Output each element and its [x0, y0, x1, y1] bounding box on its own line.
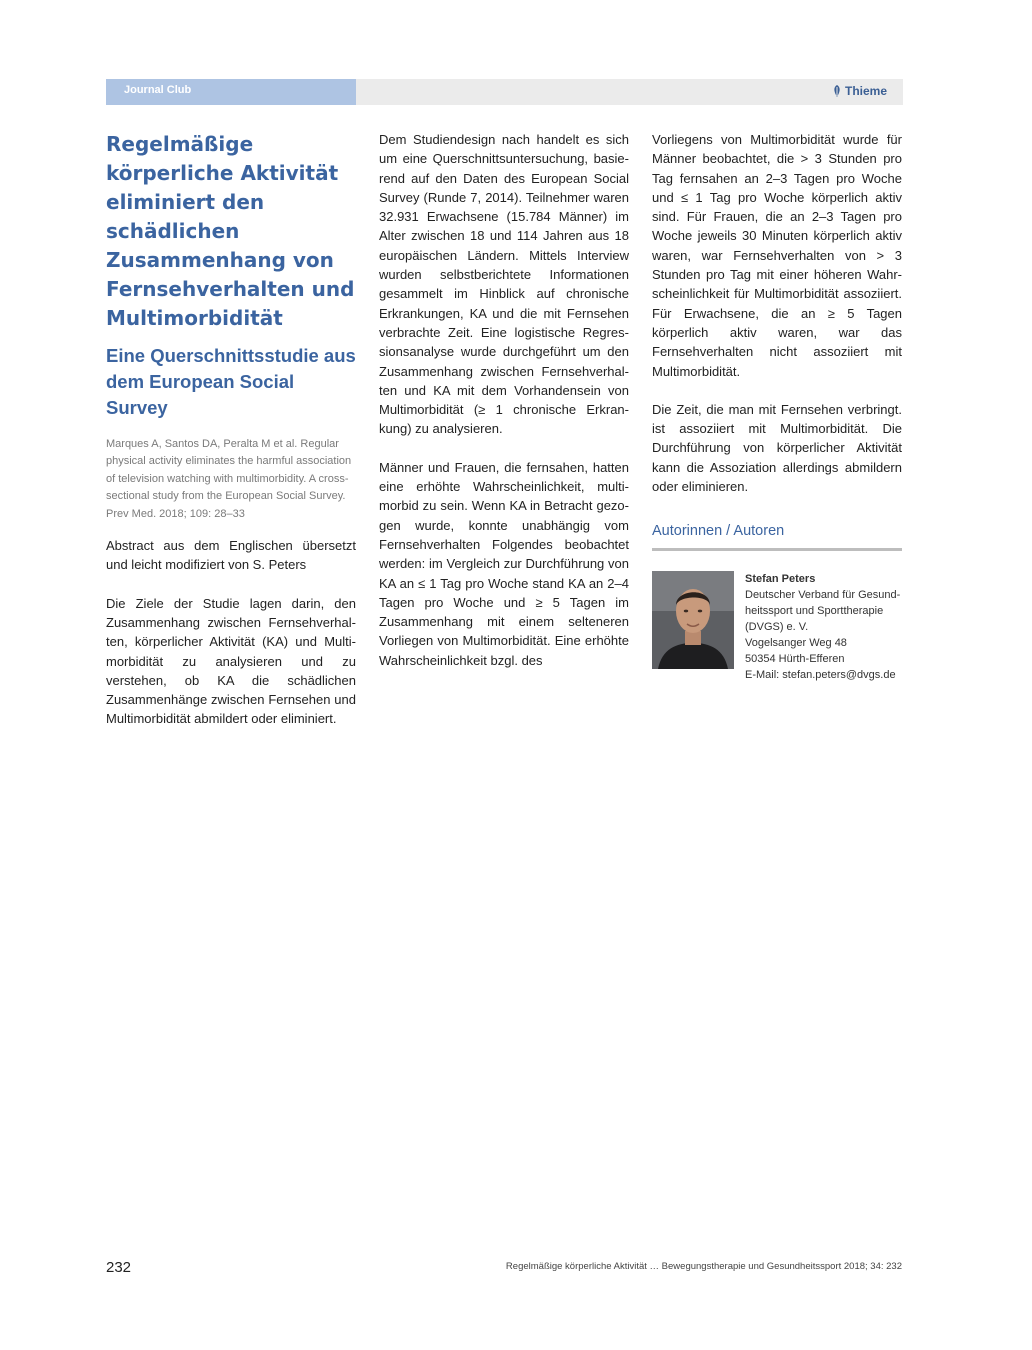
footer-reference: Regelmäßige körperliche Aktivität … Bewegungstherapie und Gesundheitssport 2018; 34: 232: [505, 1261, 902, 1272]
author-photo: [652, 571, 734, 669]
paragraph-results: Männer und Frauen, die fernsahen, hatten eine erhöhte Wahrscheinlichkeit, multimorbid zu sein. Wenn KA in Betracht gezogen wurde, konnte unabhängig vom Fernsehverhalten Folgendes beobachtet werden: im Vergleich zur Durchführung von KA an ≤ 1 Tag pro Woche stand KA an 2–4 Tagen pro Woche und ≥ 5 Tagen im Zusammenhang mit einem selteneren Vorliegen von Multimorbidität. Eine erhöhte Wahrscheinlichkeit bzgl. des: [379, 459, 629, 668]
abstract-note: Abstract aus dem Englischen übersetzt und leicht modifiziert von S. Peters: [106, 538, 356, 573]
article-citation: Marques A, Santos DA, Peralta M et al. Regular physical activity eliminates the harmful association of television watching with multimorbidity. A cross-sectional study from the European Social Survey. Prev Med. 2018; 109: 28–33: [106, 438, 352, 520]
paragraph-design: Dem Studiendesign nach handelt es sich um eine Querschnittsuntersuchung, basierend auf den Daten des European Social Survey (Runde 7, 2014). Teilnehmer waren 32.931 Erwachsene (15.784 Männer) im Alter zwischen 18 und 114 Jahren aus 18 europäischen Ländern. Mittels Interview wurden selbstberichtete Informationen gesammelt im Hinblick auf chronische Erkrankungen, KA und die mit Fernsehen verbrachte Zeit. Eine logistische Regressionsanalyse wurde durchgeführt um den Zusammenhang zwischen Fernsehverhalten und KA mit dem Vorhandensein von Multimorbidität (≥ 1 chronische Erkrankung) zu analysieren.: [379, 132, 629, 437]
author-name: Stefan Peters: [745, 573, 816, 586]
article-subtitle: Eine Querschnittsstudie aus dem European Social Survey: [106, 345, 356, 418]
running-header: [106, 79, 903, 105]
column-right: [652, 130, 902, 683]
author-card: [652, 571, 902, 683]
author-portrait-icon: [652, 571, 734, 669]
page-number: 232: [106, 1259, 132, 1276]
author-city: 50354 Hürth-Efferen: [745, 653, 845, 666]
section-label: Journal Club: [124, 84, 192, 96]
article-title: Regelmäßige körperliche Aktivität eliminiert den schädlichen Zusammenhang von Fernsehverhalten und Multimorbidität: [106, 132, 355, 330]
authors-heading: Autorinnen / Autoren: [652, 523, 902, 551]
thieme-logo-icon: [832, 85, 842, 97]
section-label-box: [106, 79, 356, 105]
paragraph-results-continued: Vorliegens von Multimorbidität wurde für Männer beobachtet, die > 3 Stunden pro Tag fernsahen an 2–3 Tagen pro Woche und ≤ 1 Tag pro Woche körperlich aktiv sind. Für Frauen, die an 2–3 Tagen pro Woche jeweils 30 Minuten körperlich aktiv waren, war Fernsehverhalten von > 3 Stunden pro Tag mit einer höheren Wahrscheinlichkeit für Multimorbidität assoziiert. Für Erwachsene, die an ≥ 5 Tagen körperlich aktiv waren, war das Fernsehverhalten nicht assoziiert mit Multimorbidität.: [652, 132, 902, 379]
author-organization-abbrev: (DVGS) e. V.: [745, 621, 809, 634]
publisher-brand: [832, 84, 887, 98]
column-left: [106, 130, 356, 729]
paragraph-aims: Die Ziele der Studie lagen darin, den Zusammenhang zwischen Fernsehverhalten, körperlicher Aktivität (KA) und Multimorbidität zu analysieren und zu verstehen, ob KA die schädlichen Zusammenhänge zwischen Fernsehen und Multimorbidität abmildert oder eliminiert.: [106, 595, 356, 727]
author-organization: Deutscher Verband für Gesundheitssport und Sporttherapie: [745, 589, 901, 618]
author-info: [745, 571, 902, 683]
author-email[interactable]: E-Mail: stefan.peters@dvgs.de: [745, 669, 896, 682]
column-middle: [379, 130, 629, 670]
paragraph-conclusion: Die Zeit, die man mit Fernsehen verbringt. ist assoziiert mit Multimorbidität. Die Durchführung von körperlicher Aktivität kann die Assoziation allerdings abmildern oder eliminieren.: [652, 401, 902, 495]
brand-label: Thieme: [844, 84, 887, 98]
author-street: Vogelsanger Weg 48: [745, 637, 847, 650]
